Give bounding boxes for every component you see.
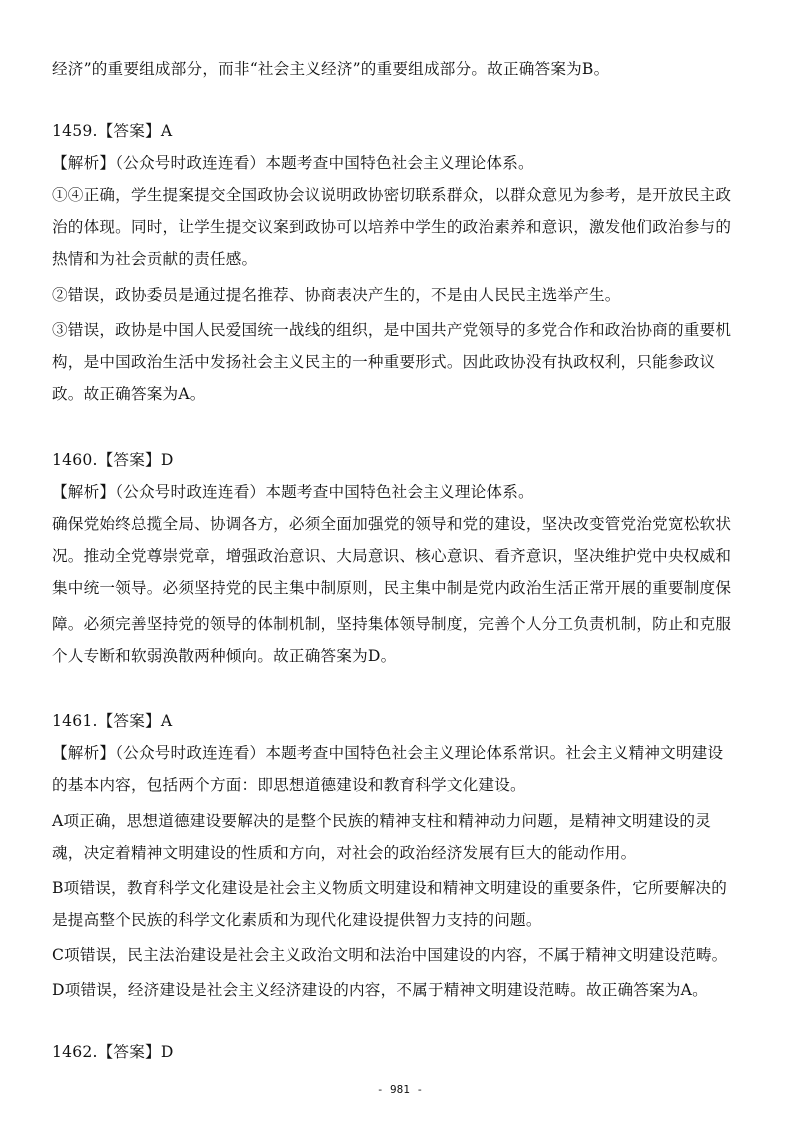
text-line: 治的体现。同时，让学生提交议案到政协可以培养中学生的政治素养和意识，激发他们政治参与的	[52, 218, 732, 236]
page-number: - 981 -	[376, 1083, 424, 1096]
question-heading-1459: 1459.【答案】A	[52, 122, 173, 140]
text-line: 的基本内容，包括两个方面：即思想道德建设和教育科学文化建设。	[52, 776, 526, 794]
text-line: 【解析】（公众号时政连连看）本题考查中国特色社会主义理论体系。	[52, 483, 534, 501]
text-line: ②错误，政协委员是通过提名推荐、协商表决产生的，不是由人民民主选举产生。	[52, 286, 621, 304]
text-line: 个人专断和软弱涣散两种倾向。故正确答案为D。	[52, 647, 397, 665]
text-line: 【解析】（公众号时政连连看）本题考查中国特色社会主义理论体系。	[52, 154, 534, 172]
text-line: 障。必须完善坚持党的领导的体制机制，坚持集体领导制度，完善个人分工负责机制，防止和克服	[52, 615, 732, 633]
text-line: B项错误，教育科学文化建设是社会主义物质文明建设和精神文明建设的重要条件，它所要解决的	[52, 879, 727, 897]
question-heading-1460: 1460.【答案】D	[52, 451, 174, 469]
text-line: ③错误，政协是中国人民爱国统一战线的组织，是中国共产党领导的多党合作和政治协商的重要机	[52, 321, 732, 339]
text-line: ①④正确，学生提案提交全国政协会议说明政协密切联系群众，以群众意见为参考，是开放民主政	[52, 186, 732, 204]
text-line: 况。推动全党尊崇党章，增强政治意识、大局意识、核心意识、看齐意识，坚决维护党中央权威和	[52, 547, 732, 565]
text-line: 确保党始终总揽全局、协调各方，必须全面加强党的领导和党的建设，坚决改变管党治党宽松软状	[52, 515, 732, 533]
text-line: 魂，决定着精神文明建设的性质和方向，对社会的政治经济发展有巨大的能动作用。	[52, 844, 637, 862]
question-heading-1461: 1461.【答案】A	[52, 712, 173, 730]
question-heading-1462: 1462.【答案】D	[52, 1043, 174, 1061]
text-line: 集中统一领导。必须坚持党的民主集中制原则，民主集中制是党内政治生活正常开展的重要制度保	[52, 579, 732, 597]
text-line: D项错误，经济建设是社会主义经济建设的内容，不属于精神文明建设范畴。故正确答案为A。	[52, 981, 708, 999]
text-line: 【解析】（公众号时政连连看）本题考查中国特色社会主义理论体系常识。社会主义精神文明建设	[52, 744, 724, 762]
text-line: 经济”的重要组成部分，而非“社会主义经济”的重要组成部分。故正确答案为B。	[52, 60, 610, 78]
text-line: A项正确，思想道德建设要解决的是整个民族的精神支柱和精神动力问题，是精神文明建设的灵	[52, 812, 712, 830]
text-line: 热情和为社会贡献的责任感。	[52, 250, 258, 268]
text-line: C项错误，民主法治建设是社会主义政治文明和法治中国建设的内容，不属于精神文明建设范畴。	[52, 946, 728, 964]
text-line: 是提高整个民族的科学文化素质和为现代化建设提供智力支持的问题。	[52, 911, 542, 929]
text-line: 政。故正确答案为A。	[52, 385, 206, 403]
text-line: 构，是中国政治生活中发扬社会主义民主的一种重要形式。因此政协没有执政权利，只能参政议	[52, 353, 716, 371]
